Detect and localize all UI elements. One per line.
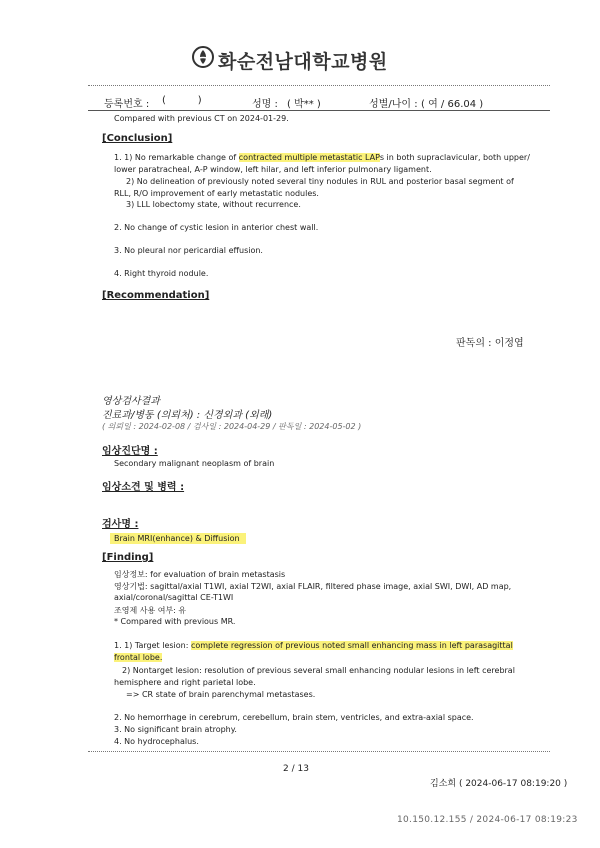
header-divider-top — [88, 85, 550, 86]
finding-item-1-line2: frontal lobe. — [114, 653, 163, 662]
reg-no-label: 등록번호 : — [104, 99, 150, 110]
clinical-dx-label: 임상진단명 : — [102, 446, 158, 457]
sex-age-label: 성별/나이 : — [369, 99, 418, 110]
finding-item-1 — [114, 641, 513, 650]
finding-heading: [Finding] — [102, 552, 154, 563]
conclusion-item-1-2-line2: RLL, R/O improvement of early metastatic nodules. — [114, 189, 319, 198]
hospital-name: 화순전남대학교병원 — [218, 51, 388, 73]
conclusion-item-3: 3. No pleural nor pericardial effusion. — [114, 246, 263, 255]
patient-name-value: ( 박** ) — [287, 99, 321, 110]
conclusion-item-1-post: s in both supraclavicular, both upper/ — [379, 153, 530, 162]
clinical-dx-value: Secondary malignant neoplasm of brain — [114, 459, 275, 468]
conclusion-item-1-line2: lower paratracheal, A-P window, left hilar, and left inferior pulmonary ligament. — [114, 165, 432, 174]
finding-info-2a: 영상기법: sagittal/axial T1WI, axial T2WI, axial FLAIR, filtered phase image, axial SWI, DWI, AD map, — [114, 582, 512, 591]
conclusion-item-1 — [114, 153, 530, 162]
ip-stamp: 10.150.12.155 / 2024-06-17 08:19:23 — [397, 815, 578, 825]
sex-age-value: ( 여 / 66.04 ) — [421, 99, 484, 110]
finding-item-3: 3. No significant brain atrophy. — [114, 725, 237, 734]
page-number: 2 / 13 — [283, 764, 309, 774]
clinical-findings-label: 임상소견 및 병력 : — [102, 482, 185, 493]
reg-no-value: ( ) — [162, 95, 202, 106]
exam-label: 검사명 : — [102, 519, 139, 530]
finding-item-1-cr: => CR state of brain parenchymal metastases. — [126, 690, 316, 699]
patient-name-label: 성명 : — [252, 99, 278, 110]
conclusion-item-1-3: 3) LLL lobectomy state, without recurrence. — [126, 200, 301, 209]
finding-item-4: 4. No hydrocephalus. — [114, 737, 199, 746]
conclusion-item-4: 4. Right thyroid nodule. — [114, 269, 209, 278]
finding-info-3: 조영제 사용 여부: 유 — [114, 606, 187, 615]
section-title: 영상검사결과 — [102, 396, 160, 407]
compared-note: Compared with previous CT on 2024-01-29. — [114, 114, 289, 123]
finding-item-1-2b: hemisphere and right parietal lobe. — [114, 678, 256, 687]
exam-name: Brain MRI(enhance) & Diffusion — [110, 533, 246, 544]
recommendation-heading: [Recommendation] — [102, 290, 210, 301]
finding-item-1-2a: 2) Nontarget lesion: resolution of previous several small enhancing nodular lesions in left cerebral — [122, 666, 515, 675]
printed-by: 김소희 ( 2024-06-17 08:19:20 ) — [430, 779, 568, 789]
finding-info-2b: axial/coronal/sagittal CE-T1WI — [114, 593, 234, 602]
dates-line: ( 의뢰일 : 2024-02-08 / 검사일 : 2024-04-29 / 판독일 : 2024-05-02 ) — [102, 422, 362, 431]
conclusion-item-1-highlight: contracted multiple metastatic LAP — [238, 153, 380, 162]
department-line: 진료과/병동 (의뢰처) : 신경외과 (외래) — [102, 410, 273, 421]
conclusion-item-1-pre: 1. 1) No remarkable change of — [114, 153, 239, 162]
finding-item-1-pre: 1. 1) Target lesion: — [114, 641, 191, 650]
conclusion-item-1-2-line1: 2) No delineation of previously noted several tiny nodules in RUL and posterior basal segment of — [126, 177, 514, 186]
finding-info-4: * Compared with previous MR. — [114, 617, 236, 626]
finding-item-2: 2. No hemorrhage in cerebrum, cerebellum, brain stem, ventricles, and extra-axial space. — [114, 713, 474, 722]
finding-item-1-highlight: complete regression of previous noted small enhancing mass in left parasagittal — [190, 641, 513, 650]
footer-divider — [88, 751, 550, 752]
hospital-logo-icon — [192, 46, 214, 68]
reader-signature: 판독의 : 이정엽 — [456, 338, 524, 349]
header-divider-bottom — [88, 110, 550, 111]
conclusion-heading: [Conclusion] — [102, 133, 173, 144]
conclusion-item-2: 2. No change of cystic lesion in anterior chest wall. — [114, 223, 319, 232]
finding-info-1: 임상정보: for evaluation of brain metastasis — [114, 570, 286, 579]
